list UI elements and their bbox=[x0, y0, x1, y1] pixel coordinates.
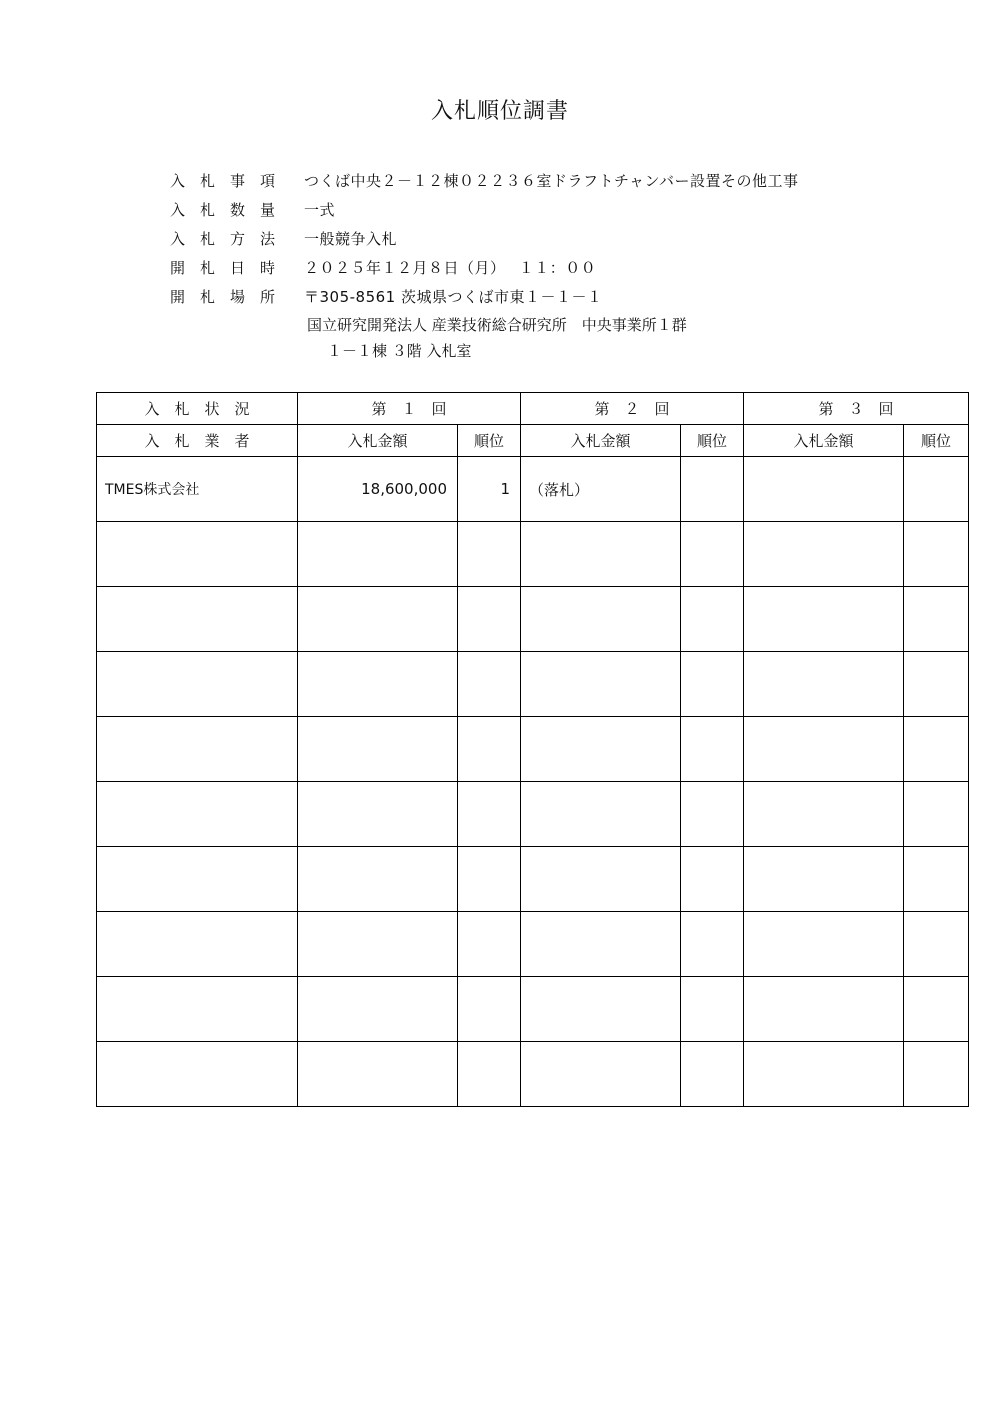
info-label: 入 札 事 項 bbox=[170, 172, 276, 190]
info-value: 一般競争入札 bbox=[304, 230, 398, 248]
round-1-rank: 1 bbox=[458, 457, 521, 522]
table-row bbox=[97, 652, 969, 717]
round-3-header: 第 ３ 回 bbox=[744, 393, 969, 425]
rank-header: 順位 bbox=[681, 425, 744, 457]
bidder-name: TMES株式会社 bbox=[97, 457, 298, 522]
info-place-line3: １－１棟 ３階 入札室 bbox=[327, 341, 472, 360]
table-row bbox=[97, 912, 969, 977]
document-title: 入札順位調書 bbox=[430, 99, 569, 124]
table-row bbox=[97, 587, 969, 652]
round-3-amount bbox=[744, 457, 904, 522]
round-1-header: 第 １ 回 bbox=[298, 393, 521, 425]
info-row-quantity bbox=[170, 195, 799, 224]
info-value: 〒305-8561 茨城県つくば市東１－１－１ bbox=[304, 288, 603, 306]
rank-header: 順位 bbox=[458, 425, 521, 457]
table-row bbox=[97, 1042, 969, 1107]
info-value: つくば中央２－１２棟０２２３６室ドラフトチャンバー設置その他工事 bbox=[304, 172, 799, 190]
info-label: 開 札 日 時 bbox=[170, 259, 276, 277]
amount-header: 入札金額 bbox=[298, 425, 458, 457]
info-row-date bbox=[170, 253, 799, 282]
amount-header: 入札金額 bbox=[521, 425, 681, 457]
round-1-amount: 18,600,000 bbox=[298, 457, 458, 522]
table-row bbox=[97, 717, 969, 782]
info-place-line2: 国立研究開発法人 産業技術総合研究所 中央事業所１群 bbox=[307, 315, 687, 334]
info-label: 開 札 場 所 bbox=[170, 288, 276, 306]
info-label: 入 札 方 法 bbox=[170, 230, 276, 248]
round-2-header: 第 ２ 回 bbox=[521, 393, 744, 425]
bid-info bbox=[170, 166, 799, 363]
status-header: 入 札 状 況 bbox=[97, 393, 298, 425]
info-label: 入 札 数 量 bbox=[170, 201, 276, 219]
info-value: ２０２５年１２月８日（月） １１：００ bbox=[304, 259, 597, 277]
round-2-rank bbox=[681, 457, 744, 522]
table-row bbox=[97, 977, 969, 1042]
amount-header: 入札金額 bbox=[744, 425, 904, 457]
rank-header: 順位 bbox=[904, 425, 969, 457]
bidder-header: 入 札 業 者 bbox=[97, 425, 298, 457]
round-3-rank bbox=[904, 457, 969, 522]
round-2-amount: （落札） bbox=[521, 457, 681, 522]
table-row bbox=[97, 457, 969, 522]
bid-ranking-table bbox=[96, 392, 969, 1107]
table-row bbox=[97, 847, 969, 912]
table-row bbox=[97, 782, 969, 847]
info-row-item bbox=[170, 166, 799, 195]
info-row-method bbox=[170, 224, 799, 253]
info-row-place bbox=[170, 282, 799, 311]
table-row bbox=[97, 522, 969, 587]
info-value: 一式 bbox=[304, 201, 336, 219]
